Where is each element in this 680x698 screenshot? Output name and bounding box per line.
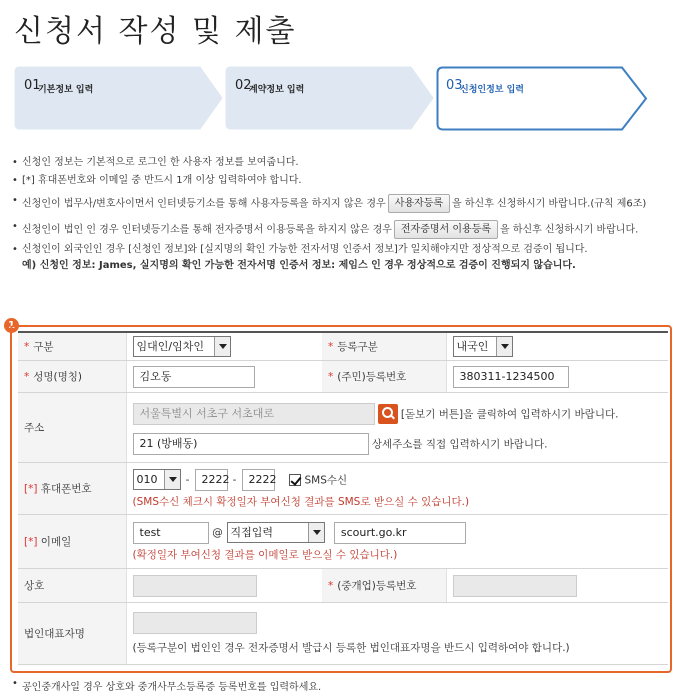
regtype-cell <box>446 332 668 361</box>
optional-required-mark: [*] <box>24 536 38 548</box>
address-input: 서울특별시 서초구 서초대로 <box>133 403 375 425</box>
phone-dash: - <box>185 473 190 486</box>
brokerno-label-cell <box>322 569 446 603</box>
address-hint: [돋보기 버튼]을 클릭하여 입력하시기 바랍니다. <box>400 408 619 420</box>
step-number: 03 <box>446 78 463 93</box>
addr-label-cell <box>18 393 126 463</box>
section-number-badge: 1 <box>4 318 19 333</box>
required-mark: * <box>328 580 334 592</box>
phone-prefix-value: 010 <box>136 473 158 486</box>
rep-cell <box>126 603 668 665</box>
name-label-cell <box>18 361 126 393</box>
optional-required-mark: [*] <box>24 483 38 495</box>
form-row-address <box>18 393 668 463</box>
type-label-cell <box>18 332 126 361</box>
name-label: 성명(명칭) <box>33 371 83 383</box>
address-detail-hint: 상세주소를 직접 입력하시기 바랍니다. <box>371 438 548 450</box>
page-title: 신청서 작성 및 제출 <box>14 14 297 49</box>
email-id-input[interactable]: test <box>133 522 209 544</box>
step-indicator <box>14 66 674 132</box>
email-domain-input[interactable]: scourt.go.kr <box>334 522 466 544</box>
step-contract-info <box>225 66 435 130</box>
chevron-down-icon <box>496 337 512 356</box>
regtype-select-value: 내국인 <box>456 340 489 353</box>
biz-label-cell <box>18 569 126 603</box>
phone-middle-input[interactable]: 2222 <box>195 469 228 491</box>
required-mark: * <box>24 371 30 383</box>
applicant-form-table <box>18 331 668 665</box>
address-detail-input[interactable]: 21 (방배동) <box>133 433 369 455</box>
notice-text: 을 하신후 신청하시기 바랍니다. <box>500 224 639 236</box>
notice-item <box>10 220 674 239</box>
business-name-input <box>133 575 257 597</box>
form-row-representative <box>18 603 668 665</box>
e-certificate-register-button[interactable]: 전자증명서 이용등록 <box>394 220 498 239</box>
user-register-button[interactable]: 사용자등록 <box>388 194 450 213</box>
representative-name-input <box>133 612 257 634</box>
notice-text: 신청인이 법무사/변호사이면서 인터넷등기소를 통해 사용자등록을 하지지 않은 경우 <box>22 198 386 210</box>
notice-example: 예) 신청인 정보: James, 실지명의 확인 가능한 전자서명 인증서 정보: 제임스 인 경우 정상적으로 검증이 진행되지 않습니다. <box>22 260 576 271</box>
step-applicant-info <box>436 66 650 130</box>
notice-text: 신청인이 법인 인 경우 인터넷등기소를 통해 전자증명서 이용등록을 하지지 않은 경우 <box>22 224 392 236</box>
phone-dash: - <box>232 473 237 486</box>
email-domain-select[interactable] <box>227 522 325 543</box>
form-row-email <box>18 515 668 569</box>
name-input[interactable]: 김오동 <box>133 366 255 388</box>
email-label: 이메일 <box>40 536 72 548</box>
email-cell <box>126 515 668 569</box>
step-label: 신청인정보 입력 <box>460 85 524 95</box>
biz-cell <box>126 569 322 603</box>
email-at: @ <box>212 526 223 539</box>
step-number: 02 <box>235 78 252 93</box>
rep-label-cell <box>18 603 126 665</box>
notice-item <box>10 194 674 213</box>
type-select[interactable] <box>133 336 231 357</box>
broker-registration-input <box>453 575 577 597</box>
rep-label: 법인대표자명 <box>24 628 85 640</box>
notice-text: 을 하신후 신청하시기 바랍니다.(규칙 제6조) <box>452 198 647 210</box>
step-label: 계약정보 입력 <box>249 85 305 95</box>
regtype-label: 등록구분 <box>337 341 378 353</box>
regtype-label-cell <box>322 332 446 361</box>
step-number: 01 <box>24 78 41 93</box>
address-search-button[interactable] <box>378 404 398 424</box>
notice-item: • [*] 휴대폰번호와 이메일 중 반드시 1개 이상 입력하여야 합니다. <box>10 174 674 188</box>
name-cell <box>126 361 322 393</box>
form-row-business <box>18 569 668 603</box>
biz-label: 상호 <box>24 580 45 592</box>
required-mark: * <box>24 341 30 353</box>
type-label: 구분 <box>33 341 54 353</box>
idno-label-cell <box>322 361 446 393</box>
step-label: 기본정보 입력 <box>38 85 94 95</box>
sms-label: SMS수신 <box>304 474 348 486</box>
addr-cell <box>126 393 668 463</box>
email-label-cell <box>18 515 126 569</box>
phone-label-cell <box>18 463 126 515</box>
step-arrow-shape <box>14 66 226 130</box>
email-warning: (확정일자 부여신청 결과를 이메일로 받으실 수 있습니다.) <box>132 548 398 561</box>
idno-input[interactable]: 380311-1234500 <box>453 366 569 388</box>
chevron-down-icon <box>214 337 230 356</box>
phone-label: 휴대폰번호 <box>40 483 92 495</box>
chevron-down-icon <box>164 470 180 489</box>
sms-warning: (SMS수신 체크시 확정일자 부여신청 결과를 SMS로 받으실 수 있습니다.) <box>132 495 470 508</box>
chevron-down-icon <box>308 523 324 542</box>
type-select-value: 임대인/임차인 <box>136 340 204 353</box>
step-arrow-shape <box>225 66 437 130</box>
form-row-name <box>18 361 668 393</box>
required-mark: * <box>328 371 334 383</box>
form-row-phone <box>18 463 668 515</box>
regtype-select[interactable] <box>453 336 513 357</box>
required-mark: * <box>328 341 334 353</box>
brokerno-label: (중개업)등록번호 <box>337 580 417 592</box>
step-basic-info <box>14 66 224 130</box>
type-cell <box>126 332 322 361</box>
brokerno-cell <box>446 569 668 603</box>
notice-item: • 신청인 정보는 기본적으로 로그인 한 사용자 정보를 보여줍니다. <box>10 156 674 170</box>
representative-hint: (등록구분이 법인인 경우 전자증명서 발급시 등록한 법인대표자명을 반드시 입력하여야 합니다.) <box>132 642 570 654</box>
step-arrow-shape <box>436 66 652 132</box>
addr-label: 주소 <box>24 422 45 434</box>
idno-label: (주민)등록번호 <box>337 371 407 383</box>
phone-cell <box>126 463 668 515</box>
phone-last-input[interactable]: 2222 <box>242 469 275 491</box>
sms-checkbox[interactable] <box>289 474 301 486</box>
notice-item: • 신청인이 외국인인 경우 [신청인 정보]와 [실지명의 확인 가능한 전자서명 인증서 정보]가 일치해야지만 정상적으로 검증이 됩니다. <box>10 243 674 257</box>
form-row-type <box>18 332 668 361</box>
idno-cell <box>446 361 668 393</box>
notice-list <box>10 156 674 273</box>
email-domain-select-value: 직접입력 <box>230 526 274 539</box>
phone-prefix-select[interactable] <box>133 469 181 490</box>
footnote: • 공인중개사일 경우 상호와 중개사무소등록증 등록번호를 입력하세요. <box>10 678 321 693</box>
